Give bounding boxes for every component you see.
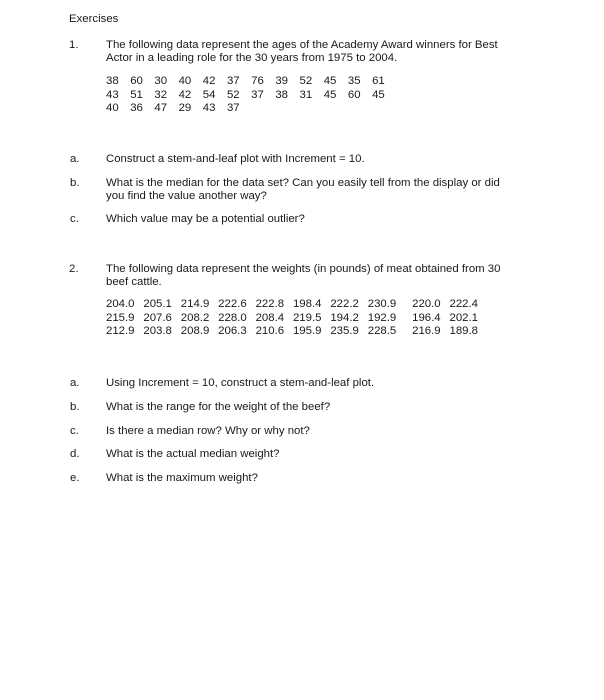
age-value: 37 [226, 75, 240, 87]
age-value: 38 [275, 88, 288, 101]
weight-value: 203.8 [143, 325, 172, 337]
age-value: 47 [154, 102, 168, 114]
weight-value: 189.8 [449, 325, 479, 337]
question-label: d. [70, 448, 80, 460]
weight-value: 228.0 [218, 311, 247, 324]
question-text: Is there a median row? Why or why not? [106, 425, 310, 437]
weight-value: 192.9 [367, 311, 397, 324]
weight-value: 208.9 [180, 325, 210, 337]
exercise-1-text-line-1: The following data represent the ages of the Academy Award winners for Best [106, 39, 498, 51]
age-value: 61 [372, 75, 385, 87]
age-value: 45 [323, 75, 337, 87]
question-text: Which value may be a potential outlier? [106, 213, 305, 225]
weight-value: 196.4 [412, 311, 441, 324]
age-value: 43 [106, 88, 119, 101]
age-value: 43 [202, 102, 216, 114]
age-value: 60 [347, 88, 361, 101]
weight-value: 198.4 [292, 298, 322, 310]
question-label: a. [70, 377, 80, 389]
weight-value: 222.2 [330, 298, 359, 310]
weight-value: 195.9 [292, 325, 322, 337]
weight-value: 205.1 [143, 298, 172, 310]
weights-row [106, 298, 487, 312]
age-value: 52 [299, 75, 313, 87]
age-value: 40 [106, 102, 119, 114]
ages-row [106, 89, 396, 103]
age-value: 31 [299, 88, 313, 101]
weight-value: 208.4 [255, 311, 285, 324]
question-text: What is the range for the weight of the beef? [106, 401, 331, 413]
age-value: 36 [130, 102, 143, 114]
weight-value: 204.0 [106, 298, 135, 310]
weights-data-table [106, 298, 487, 339]
weight-value: 222.4 [449, 298, 479, 310]
age-value: 37 [251, 88, 264, 101]
age-value: 42 [202, 75, 216, 87]
weight-value: 222.8 [255, 298, 285, 310]
weight-value: 207.6 [143, 311, 172, 324]
exercise-1-text-line-2: Actor in a leading role for the 30 years from 1975 to 2004. [106, 52, 398, 64]
weights-row [106, 325, 487, 339]
weight-value: 212.9 [106, 325, 135, 337]
question-label: e. [70, 472, 80, 484]
weight-value: 222.6 [218, 298, 247, 310]
age-value: 32 [154, 88, 168, 101]
age-value: 51 [130, 88, 143, 101]
exercise-2-number: 2. [69, 263, 79, 275]
weight-value: 215.9 [106, 311, 135, 324]
weight-value: 202.1 [449, 311, 479, 324]
question-label: a. [70, 153, 80, 165]
question-label: c. [70, 425, 79, 437]
exercises-heading: Exercises [69, 13, 119, 25]
ages-row [106, 75, 396, 89]
weight-value: 230.9 [367, 298, 397, 310]
age-value: 30 [154, 75, 168, 87]
question-text: What is the actual median weight? [106, 448, 280, 460]
age-value: 54 [202, 88, 216, 101]
question-text: What is the maximum weight? [106, 472, 258, 484]
age-value: 37 [226, 102, 240, 114]
weight-value: 208.2 [180, 311, 210, 324]
exercise-1-number: 1. [69, 39, 79, 51]
weight-value: 216.9 [412, 325, 441, 337]
ages-data-table [106, 75, 396, 116]
age-value: 38 [106, 75, 119, 87]
question-label: c. [70, 213, 79, 225]
age-value: 45 [372, 88, 385, 101]
question-label: b. [70, 177, 80, 189]
weight-value: 219.5 [292, 311, 322, 324]
age-value: 35 [347, 75, 361, 87]
question-text: What is the median for the data set? Can you easily tell from the display or did [106, 177, 500, 189]
weight-value: 210.6 [255, 325, 285, 337]
weights-row [106, 312, 487, 326]
weight-value: 206.3 [218, 325, 247, 337]
weight-value: 235.9 [330, 325, 359, 337]
age-value: 76 [251, 75, 264, 87]
exercise-2-text-line-2: beef cattle. [106, 276, 162, 288]
ages-row [106, 102, 396, 116]
age-value: 29 [178, 102, 192, 114]
weight-value: 214.9 [180, 298, 210, 310]
exercise-2-text-line-1: The following data represent the weights (in pounds) of meat obtained from 30 [106, 263, 501, 275]
age-value: 45 [323, 88, 337, 101]
age-value: 52 [226, 88, 240, 101]
age-value: 40 [178, 75, 192, 87]
age-value: 42 [178, 88, 192, 101]
question-text-line-2: you find the value another way? [106, 190, 267, 202]
weight-value: 228.5 [367, 325, 397, 337]
question-text: Construct a stem-and-leaf plot with Increment = 10. [106, 153, 365, 165]
question-text: Using Increment = 10, construct a stem-and-leaf plot. [106, 377, 375, 389]
weight-value: 220.0 [412, 298, 441, 310]
question-label: b. [70, 401, 80, 413]
weight-value: 194.2 [330, 311, 359, 324]
age-value: 60 [130, 75, 143, 87]
age-value: 39 [275, 75, 288, 87]
